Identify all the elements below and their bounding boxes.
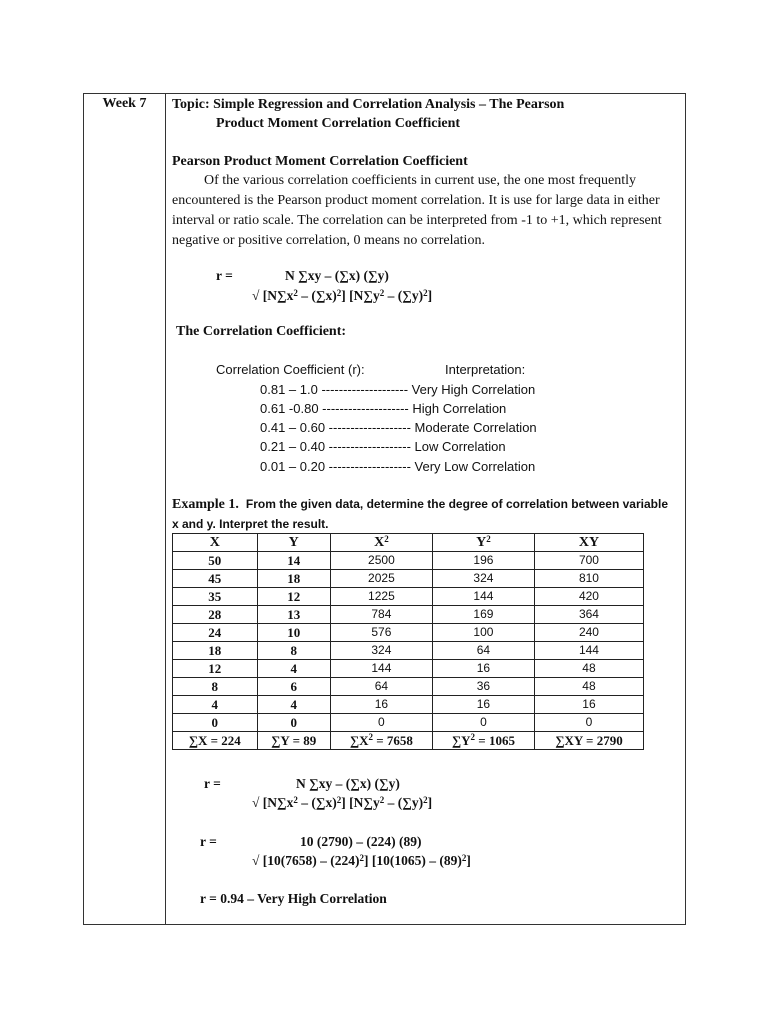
table-row: 4 4 16 16 16	[173, 696, 644, 714]
example-heading: Example 1. From the given data, determine the degree of correlation between variable	[172, 497, 668, 512]
formula3-r-label: r =	[200, 834, 217, 849]
table-header-row	[173, 534, 644, 552]
table-totals-row: ∑X = 224 ∑Y = 89 $\sum X^2 = 7658$ $\sum Y^2 = 1065$ ∑XY = 2790	[173, 732, 644, 750]
formula3-denominator: √ $[10(7658) - (224)^2]$ $[10(1065) - (89)^2]$	[252, 853, 471, 868]
example-question-line-2: x and y. Interpret the result.	[172, 517, 329, 531]
table-row: 50 14 2500 196 700	[173, 552, 644, 570]
header-y: Y	[257, 534, 330, 552]
scale-column-header-r: Correlation Coefficient (r):	[216, 362, 365, 377]
header-y-squared: $Y^2$	[432, 534, 534, 552]
table-row: 24 10 576 100 240	[173, 624, 644, 642]
result-line: r = 0.94 – Very High Correlation	[200, 891, 387, 906]
data-table	[172, 533, 644, 750]
table-row: 12 4 144 16 48	[173, 660, 644, 678]
formula3-numerator: 10 (2790) – (224) (89)	[300, 834, 422, 849]
formula2-denominator: √ $[N\sum x^2 - (\sum x)^2]$ $[N\sum y^2 - (\sum y)^2]$	[252, 795, 433, 810]
intro-paragraph: Of the various correlation coefficients in current use, the one most frequently encountered is the Pearson product moment correlation. It is use for large data in either interval or ratio scale. The correlation can be interpreted from -1 to +1, which represent negative or positive correlation, 0 means no correlation.	[172, 173, 662, 248]
week-label: Week 7	[102, 96, 147, 111]
header-xy: XY	[534, 534, 643, 552]
scale-row: 0.81 – 1.0 -------------------- Very High Correlation	[260, 382, 536, 397]
table-row: 28 13 784 169 364	[173, 606, 644, 624]
table-row: 8 6 64 36 48	[173, 678, 644, 696]
formula-denominator: √ $[N\sum x^2 - (\sum x)^2]$ $[N\sum y^2 - (\sum y)^2]$	[252, 288, 433, 303]
scale-row: 0.01 – 0.20 ------------------- Very Low Correlation	[260, 459, 536, 474]
coefficient-heading: The Correlation Coefficient:	[176, 324, 347, 339]
week-table-frame	[83, 93, 686, 925]
topic-line-2: Product Moment Correlation Coefficient	[216, 116, 461, 131]
scale-row: 0.21 – 0.40 ------------------- Low Correlation	[260, 439, 506, 454]
table-row: 18 8 324 64 144	[173, 642, 644, 660]
formula2-numerator: N ∑xy – (∑x) (∑y)	[296, 776, 400, 791]
scale-column-header-interpretation: Interpretation:	[445, 362, 526, 377]
header-x: X	[173, 534, 258, 552]
scale-row: 0.41 – 0.60 ------------------- Moderate Correlation	[260, 420, 537, 435]
formula2-r-label: r =	[204, 776, 221, 791]
table-row: 35 12 1225 144 420	[173, 588, 644, 606]
formula-r-label: r =	[216, 268, 233, 283]
table-row: 0 0 0 0 0	[173, 714, 644, 732]
formula-numerator: N ∑xy – (∑x) (∑y)	[285, 268, 389, 283]
topic-line-1: Topic: Simple Regression and Correlation Analysis – The Pearson	[172, 97, 565, 112]
column-divider	[165, 94, 166, 924]
table-row: 45 18 2025 324 810	[173, 570, 644, 588]
section-heading: Pearson Product Moment Correlation Coefficient	[172, 154, 468, 169]
header-x-squared: $X^2$	[330, 534, 432, 552]
scale-row: 0.61 -0.80 -------------------- High Correlation	[260, 401, 507, 416]
